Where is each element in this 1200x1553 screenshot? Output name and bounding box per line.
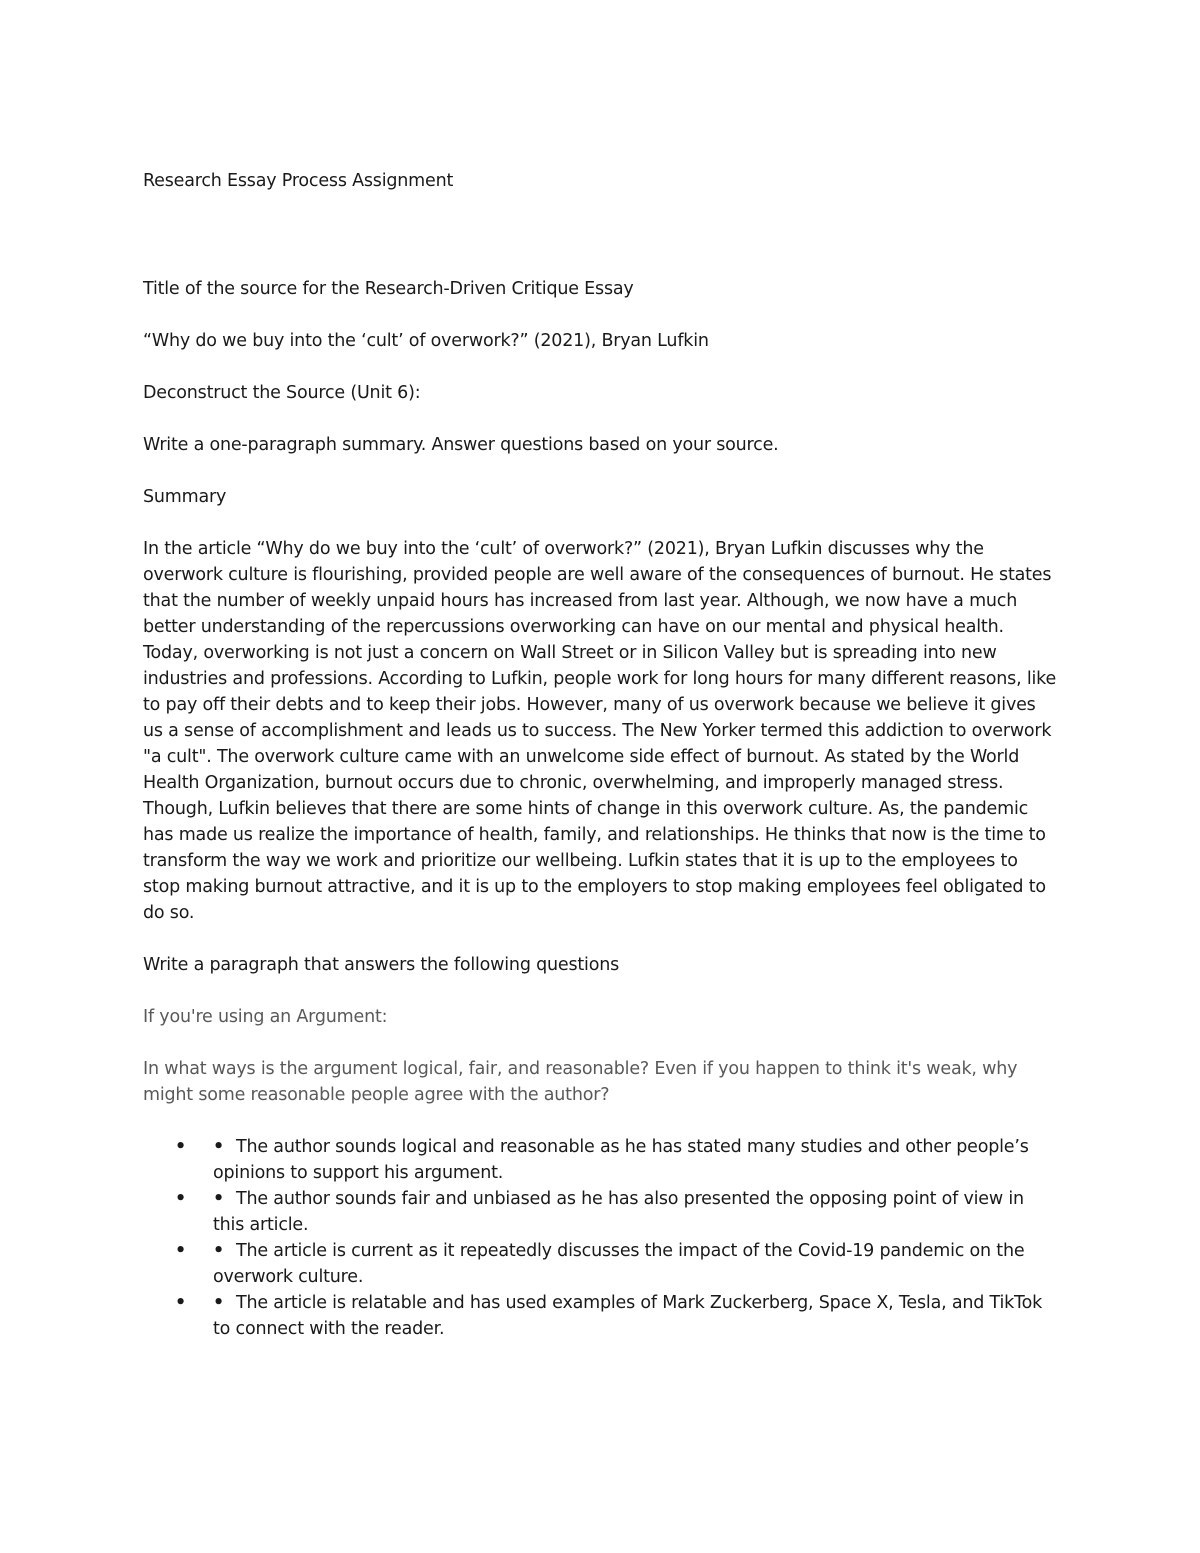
- list-item-text: The article is relatable and has used examples of Mark Zuckerberg, Space X, Tesla, and TikTok to connect with the reader.: [213, 1293, 1043, 1339]
- source-citation: “Why do we buy into the ‘cult’ of overwork?” (2021), Bryan Lufkin: [143, 331, 709, 351]
- argument-question: In what ways is the argument logical, fair, and reasonable? Even if you happen to think it's weak, why might some reasonable people agree with the author?: [143, 1059, 1018, 1105]
- bullet-icon: •: [175, 1137, 186, 1157]
- document-title: Research Essay Process Assignment: [143, 171, 454, 191]
- summary-label: Summary: [143, 487, 227, 507]
- bullet-icon: •: [213, 1241, 224, 1261]
- list-item-text: The author sounds fair and unbiased as he has also presented the opposing point of view in this article.: [213, 1189, 1024, 1235]
- bullet-icon: •: [175, 1241, 186, 1261]
- summary-paragraph: In the article “Why do we buy into the ‘cult’ of overwork?” (2021), Bryan Lufkin discusses why the overwork culture is flourishing, provided people are well aware of the consequences of burnout. He states that the number of weekly unpaid hours has increased from last year. Although, we now have a much better understanding of the repercussions overworking can have on our mental and physical health. Today, overworking is not just a concern on Wall Street or in Silicon Valley but is spreading into new industries and professions. According to Lufkin, people work for long hours for many different reasons, like to pay off their debts and to keep their jobs. However, many of us overwork because we believe it gives us a sense of accomplishment and leads us to success. The New Yorker termed this addiction to overwork "a cult". The overwork culture came with an unwelcome side effect of burnout. As stated by the World Health Organization, burnout occurs due to chronic, overwhelming, and improperly managed stress. Though, Lufkin believes that there are some hints of change in this overwork culture. As, the pandemic has made us realize the importance of health, family, and relationships. He thinks that now is the time to transform the way we work and prioritize our wellbeing. Lufkin states that it is up to the employees to stop making burnout attractive, and it is up to the employers to stop making employees feel obligated to do so.: [143, 539, 1057, 923]
- source-label: Title of the source for the Research-Driven Critique Essay: [143, 279, 634, 299]
- bullet-icon: •: [213, 1293, 224, 1313]
- bullet-icon: •: [213, 1137, 224, 1157]
- bullet-icon: •: [175, 1189, 186, 1209]
- instruction-text: Write a one-paragraph summary. Answer questions based on your source.: [143, 435, 779, 455]
- list-item-text: The article is current as it repeatedly discusses the impact of the Covid-19 pandemic on the overwork culture.: [213, 1241, 1025, 1287]
- list-item: [143, 1186, 1058, 1238]
- bullet-icon: •: [213, 1189, 224, 1209]
- document-page: [143, 168, 1058, 1342]
- answer-list: [143, 1134, 1058, 1342]
- list-item-text: The author sounds logical and reasonable as he has stated many studies and other people’s opinions to support his argument.: [213, 1137, 1029, 1183]
- bullet-icon: •: [175, 1293, 186, 1313]
- section-heading: Deconstruct the Source (Unit 6):: [143, 383, 421, 403]
- list-item: [143, 1134, 1058, 1186]
- list-item: [143, 1290, 1058, 1342]
- argument-label: If you're using an Argument:: [143, 1007, 388, 1027]
- list-item: [143, 1238, 1058, 1290]
- question-intro: Write a paragraph that answers the following questions: [143, 955, 620, 975]
